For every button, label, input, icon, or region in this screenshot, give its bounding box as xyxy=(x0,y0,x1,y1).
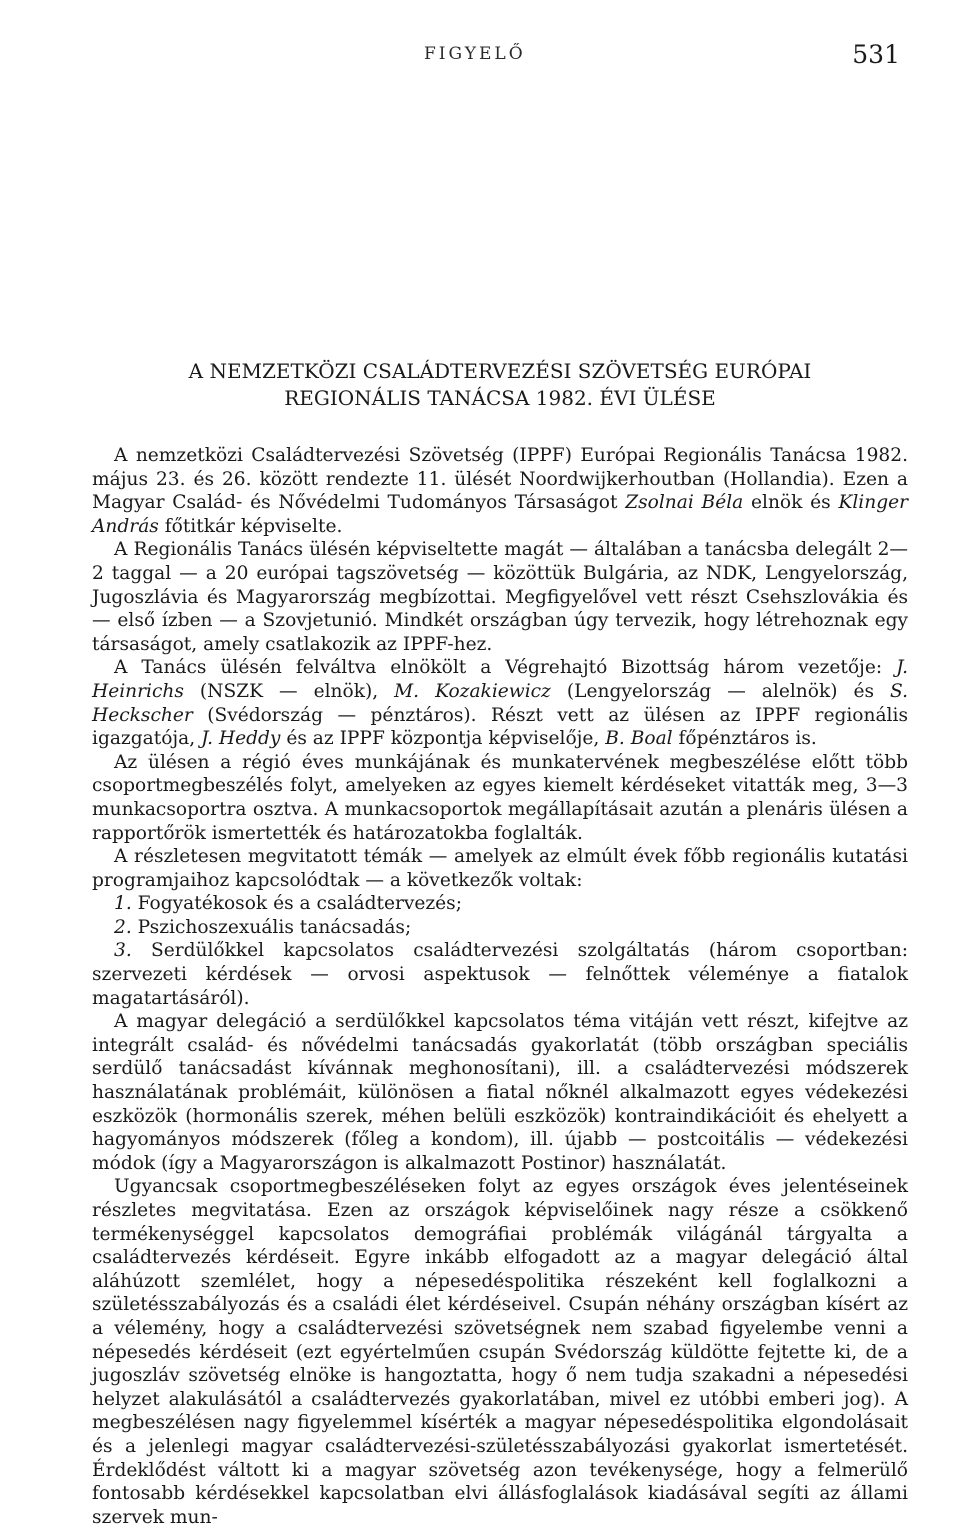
paragraph-3-text-d: (Svédország — pénztáros). Részt vett az ülésen az IPPF regionális igazgatója, xyxy=(92,704,908,750)
paragraph-1-text-c: főtitkár képviselte. xyxy=(158,515,343,537)
running-title: FIGYELŐ xyxy=(424,44,526,64)
list-item-text: Pszichoszexuális tanácsadás; xyxy=(131,916,412,938)
paragraph-3-text-b: (NSZK — elnök), xyxy=(183,680,395,702)
person-name: Klinger András xyxy=(92,492,908,537)
page-number: 531 xyxy=(852,40,900,69)
person-name: S. Heckscher xyxy=(92,680,909,726)
article-title-line-2: REGIONÁLIS TANÁCSA 1982. ÉVI ÜLÉSE xyxy=(284,386,716,410)
list-number: 3. xyxy=(114,940,132,962)
paragraph-1-text-b: elnök és xyxy=(743,492,839,514)
paragraph-2: A Regionális Tanács ülésén képviseltette magát — általában a tanácsba delegált 2—2 taggal — a 20 európai tagszövetség — közöttük Bulgária, az NDK, Lengyelország, Jugoszlávia és Magyarország megbízottai. Megfigyelővel vett részt Csehszlovákia és — első ízben — a Szovjetunió. Mindkét országban úgy tervezik, hogy létrehoznak egy társaságot, amely csatlakozik az IPPF-hez. xyxy=(92,539,908,655)
paragraph-3-text-a: A Tanács ülésén felváltva elnökölt a Végrehajtó Bizottság három vezetője: xyxy=(114,657,897,679)
article-title-line-1: A NEMZETKÖZI CSALÁDTERVEZÉSI SZÖVETSÉG EURÓPAI xyxy=(188,359,812,383)
paragraph-6: A magyar delegáció a serdülőkkel kapcsolatos téma vitáján vett részt, kifejtve az integrált család- és nővédelmi tanácsadás gyakorlatát (több országban speciális serdülő tanácsadást kívánnak meghonosítani), ill. a családtervezési módszerek használatának problémáit, különösen a fiatal nőknél alkalmazott egyes védekezési eszközök (hormonális szerek, méhen belüli eszközök) kontraindikációit és ehelyett a hagyományos módszerek (főleg a kondom), ill. újabb — postcoitális — védekezési módok (így a Magyarországon is alkalmazott Postinor) használatát. xyxy=(92,1011,908,1174)
person-name: Zsolnai Béla xyxy=(625,492,744,514)
person-name: J. Heddy xyxy=(201,728,281,750)
list-number: 2. xyxy=(114,916,132,938)
list-item xyxy=(92,939,908,1010)
list-item xyxy=(92,916,908,940)
list-item-text: Serdülőkkel kapcsolatos családtervezési szolgáltatás (három csoportban: szervezeti kérdések — orvosi aspektusok — felnőttek véleménye a fiatalok magatartásáról). xyxy=(92,940,908,1009)
article-title xyxy=(92,358,908,412)
paragraph-3 xyxy=(92,656,908,750)
list-item xyxy=(92,892,908,916)
paragraph-4: Az ülésen a régió éves munkájának és munkatervének megbeszélése előtt több csoportmegbeszélés folyt, amelyeken az egyes kiemelt kérdéseket vitatták meg, 3—3 munkacsoportra osztva. A munkacsoportok megállapításait azután a plenáris ülésen a rapportőrök ismertették és határozatokba foglalták. xyxy=(92,751,908,844)
paragraph-7: Ugyancsak csoportmegbeszéléseken folyt az egyes országok éves jelentéseinek részletes megvitatása. Ezen az országok képviselőinek nagy része a csökkenő termékenységgel kapcsolatos demográfiai problémák világánál tárgyalta a családtervezés kérdéseit. Egyre inkább elfogadott az a magyar delegáció által aláhúzott szemlélet, hogy a népesedéspolitika részeként kell foglalkozni a születésszabályozás és a családi élet kérdéseivel. Csupán néhány országban kísért az a vélemény, hogy a családtervezési szövetségnek nem szabad figyelembe venni a népesedés kérdéseit (ezt egyértelműen csupán Svédország küldötte fejtette ki, de a jugoszláv szövetség elnöke is hangoztatta, hogy ő nem tudja szakadni a népesedési helyzet alakulásától a családtervezés gyakorlatában, mivel ez utóbbi emberi jog). A megbeszélésen nagy figyelemmel kísérték a magyar népesedéspolitika elgondolásait és a jelenlegi magyar családtervezési-születésszabályozási gyakorlat ismertetését. Érdeklődést váltott ki a magyar szövetség azon tevékenysége, hogy a felmerülő fontosabb kérdésekkel kapcsolatban elvi állásfoglalások kiadásával segíti az állami szervek mun- xyxy=(92,1176,908,1528)
list-item-text: Fogyatékosok és a családtervezés; xyxy=(131,893,462,915)
paragraph-3-text-e: és az IPPF központja képviselője, xyxy=(280,728,606,750)
paragraph-5: A részletesen megvitatott témák — amelyek az elmúlt évek főbb regionális kutatási programjaihoz kapcsolódtak — a következők voltak: xyxy=(92,846,908,891)
paragraph-3-text-c: (Lengyelország — alelnök) és xyxy=(550,680,891,702)
person-name: M. Kozakiewicz xyxy=(394,680,551,702)
running-head xyxy=(0,40,960,74)
list-number: 1. xyxy=(114,893,132,915)
person-name: J. Heinrichs xyxy=(92,657,908,702)
paragraph-1 xyxy=(92,444,908,538)
paragraph-3-text-f: főpénztáros is. xyxy=(672,728,817,750)
person-name: B. Boal xyxy=(605,728,673,750)
topic-list xyxy=(92,892,908,1010)
article-body xyxy=(92,444,908,1529)
paragraph-1-text-a: A nemzetközi Családtervezési Szövetség (IPPF) Európai Regionális Tanácsa 1982. május 23. és 26. között rendezte 11. ülését Noordwijkerhoutban (Hollandia). Ezen a Magyar Család- és Nővédelmi Tudományos Társaságot xyxy=(92,445,908,514)
